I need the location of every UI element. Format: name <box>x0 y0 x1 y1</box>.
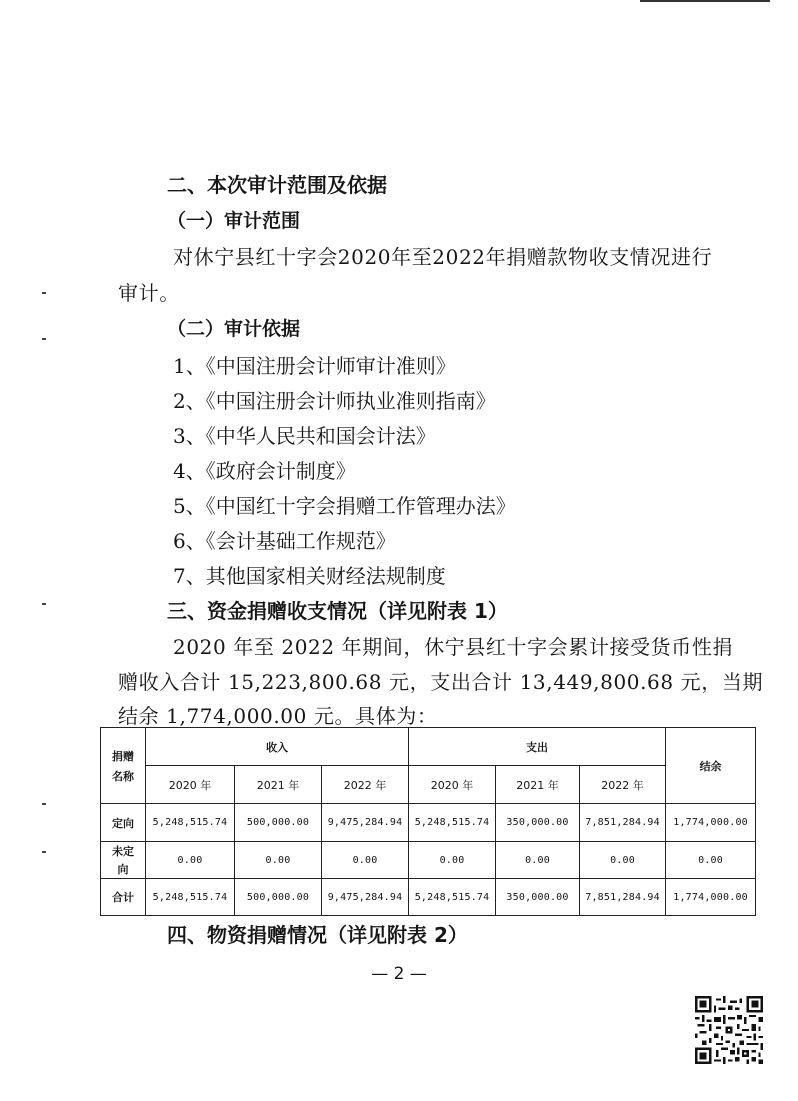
row-label: 合计 <box>101 879 146 916</box>
table-cell: 5,248,515.74 <box>146 879 235 916</box>
scope-subheading: （一）审计范围 <box>167 210 301 232</box>
basis-subheading: （二）审计依据 <box>167 318 301 340</box>
margin-mark <box>42 292 46 294</box>
table-cell: 5,248,515.74 <box>409 804 496 842</box>
row-label <box>101 842 146 879</box>
basis-item-7: 7、其他国家相关财经法规制度 <box>173 564 446 588</box>
row-label-top: 未定 <box>112 845 134 858</box>
row-label: 定向 <box>101 804 146 842</box>
table-cell: 5,248,515.74 <box>409 879 496 916</box>
basis-item-1: 1、《中国注册会计师审计准则》 <box>173 354 456 378</box>
margin-mark <box>42 338 46 340</box>
table-cell: 500,000.00 <box>235 804 322 842</box>
year-header: 2021 年 <box>496 766 580 804</box>
table-cell: 500,000.00 <box>235 879 322 916</box>
year-header: 2022 年 <box>322 766 409 804</box>
margin-mark <box>42 803 46 805</box>
table-row <box>101 879 756 916</box>
row-label-bottom: 向 <box>117 863 129 876</box>
table-cell: 1,774,000.00 <box>666 804 756 842</box>
table-cell: 0.00 <box>322 842 409 879</box>
table-cell: 7,851,284.94 <box>580 879 666 916</box>
table-row <box>101 804 756 842</box>
table-cell: 0.00 <box>409 842 496 879</box>
basis-item-5: 5、《中国红十字会捐赠工作管理办法》 <box>173 494 516 518</box>
section3-paragraph-line2: 赠收入合计 15,223,800.68 元，支出合计 13,449,800.68 元，当期 <box>118 670 764 694</box>
year-header: 2021 年 <box>235 766 322 804</box>
basis-item-4: 4、《政府会计制度》 <box>173 459 356 483</box>
section3-paragraph-line1: 2020 年至 2022 年期间，休宁县红十字会累计接受货币性捐 <box>173 635 734 659</box>
table-cell: 5,248,515.74 <box>146 804 235 842</box>
table-cell: 0.00 <box>666 842 756 879</box>
year-header: 2020 年 <box>409 766 496 804</box>
section4-heading: 四、物资捐赠情况（详见附表 2） <box>167 923 468 947</box>
table-row <box>101 842 756 879</box>
scope-paragraph-line1: 对休宁县红十字会2020年至2022年捐赠款物收支情况进行 <box>173 245 713 269</box>
scan-edge-line <box>640 0 770 2</box>
qr-code-icon <box>695 996 763 1064</box>
table-cell: 0.00 <box>235 842 322 879</box>
page-number: — 2 — <box>371 964 427 984</box>
table-cell: 1,774,000.00 <box>666 879 756 916</box>
corner-label-top: 捐赠 <box>112 749 134 763</box>
table-cell: 350,000.00 <box>496 879 580 916</box>
income-header: 收入 <box>146 728 409 766</box>
corner-label-bottom: 名称 <box>112 769 134 783</box>
section3-heading: 三、资金捐赠收支情况（详见附表 1） <box>167 599 508 623</box>
basis-item-2: 2、《中国注册会计师执业准则指南》 <box>173 389 496 413</box>
table-corner-cell <box>101 728 146 804</box>
fund-donation-table <box>100 727 756 916</box>
scope-paragraph-line2: 审计。 <box>118 281 180 305</box>
table-cell: 0.00 <box>580 842 666 879</box>
table-cell: 7,851,284.94 <box>580 804 666 842</box>
year-header: 2020 年 <box>146 766 235 804</box>
table-cell: 350,000.00 <box>496 804 580 842</box>
margin-mark <box>42 603 46 605</box>
basis-item-3: 3、《中华人民共和国会计法》 <box>173 424 436 448</box>
section2-heading: 二、本次审计范围及依据 <box>167 173 387 197</box>
table-cell: 0.00 <box>146 842 235 879</box>
balance-header: 结余 <box>666 728 756 804</box>
margin-mark <box>42 851 46 853</box>
section3-paragraph-line3: 结余 1,774,000.00 元。具体为： <box>118 704 438 728</box>
table-cell: 0.00 <box>496 842 580 879</box>
expense-header: 支出 <box>409 728 666 766</box>
table-cell: 9,475,284.94 <box>322 804 409 842</box>
table-cell: 9,475,284.94 <box>322 879 409 916</box>
basis-item-6: 6、《会计基础工作规范》 <box>173 529 396 553</box>
year-header: 2022 年 <box>580 766 666 804</box>
